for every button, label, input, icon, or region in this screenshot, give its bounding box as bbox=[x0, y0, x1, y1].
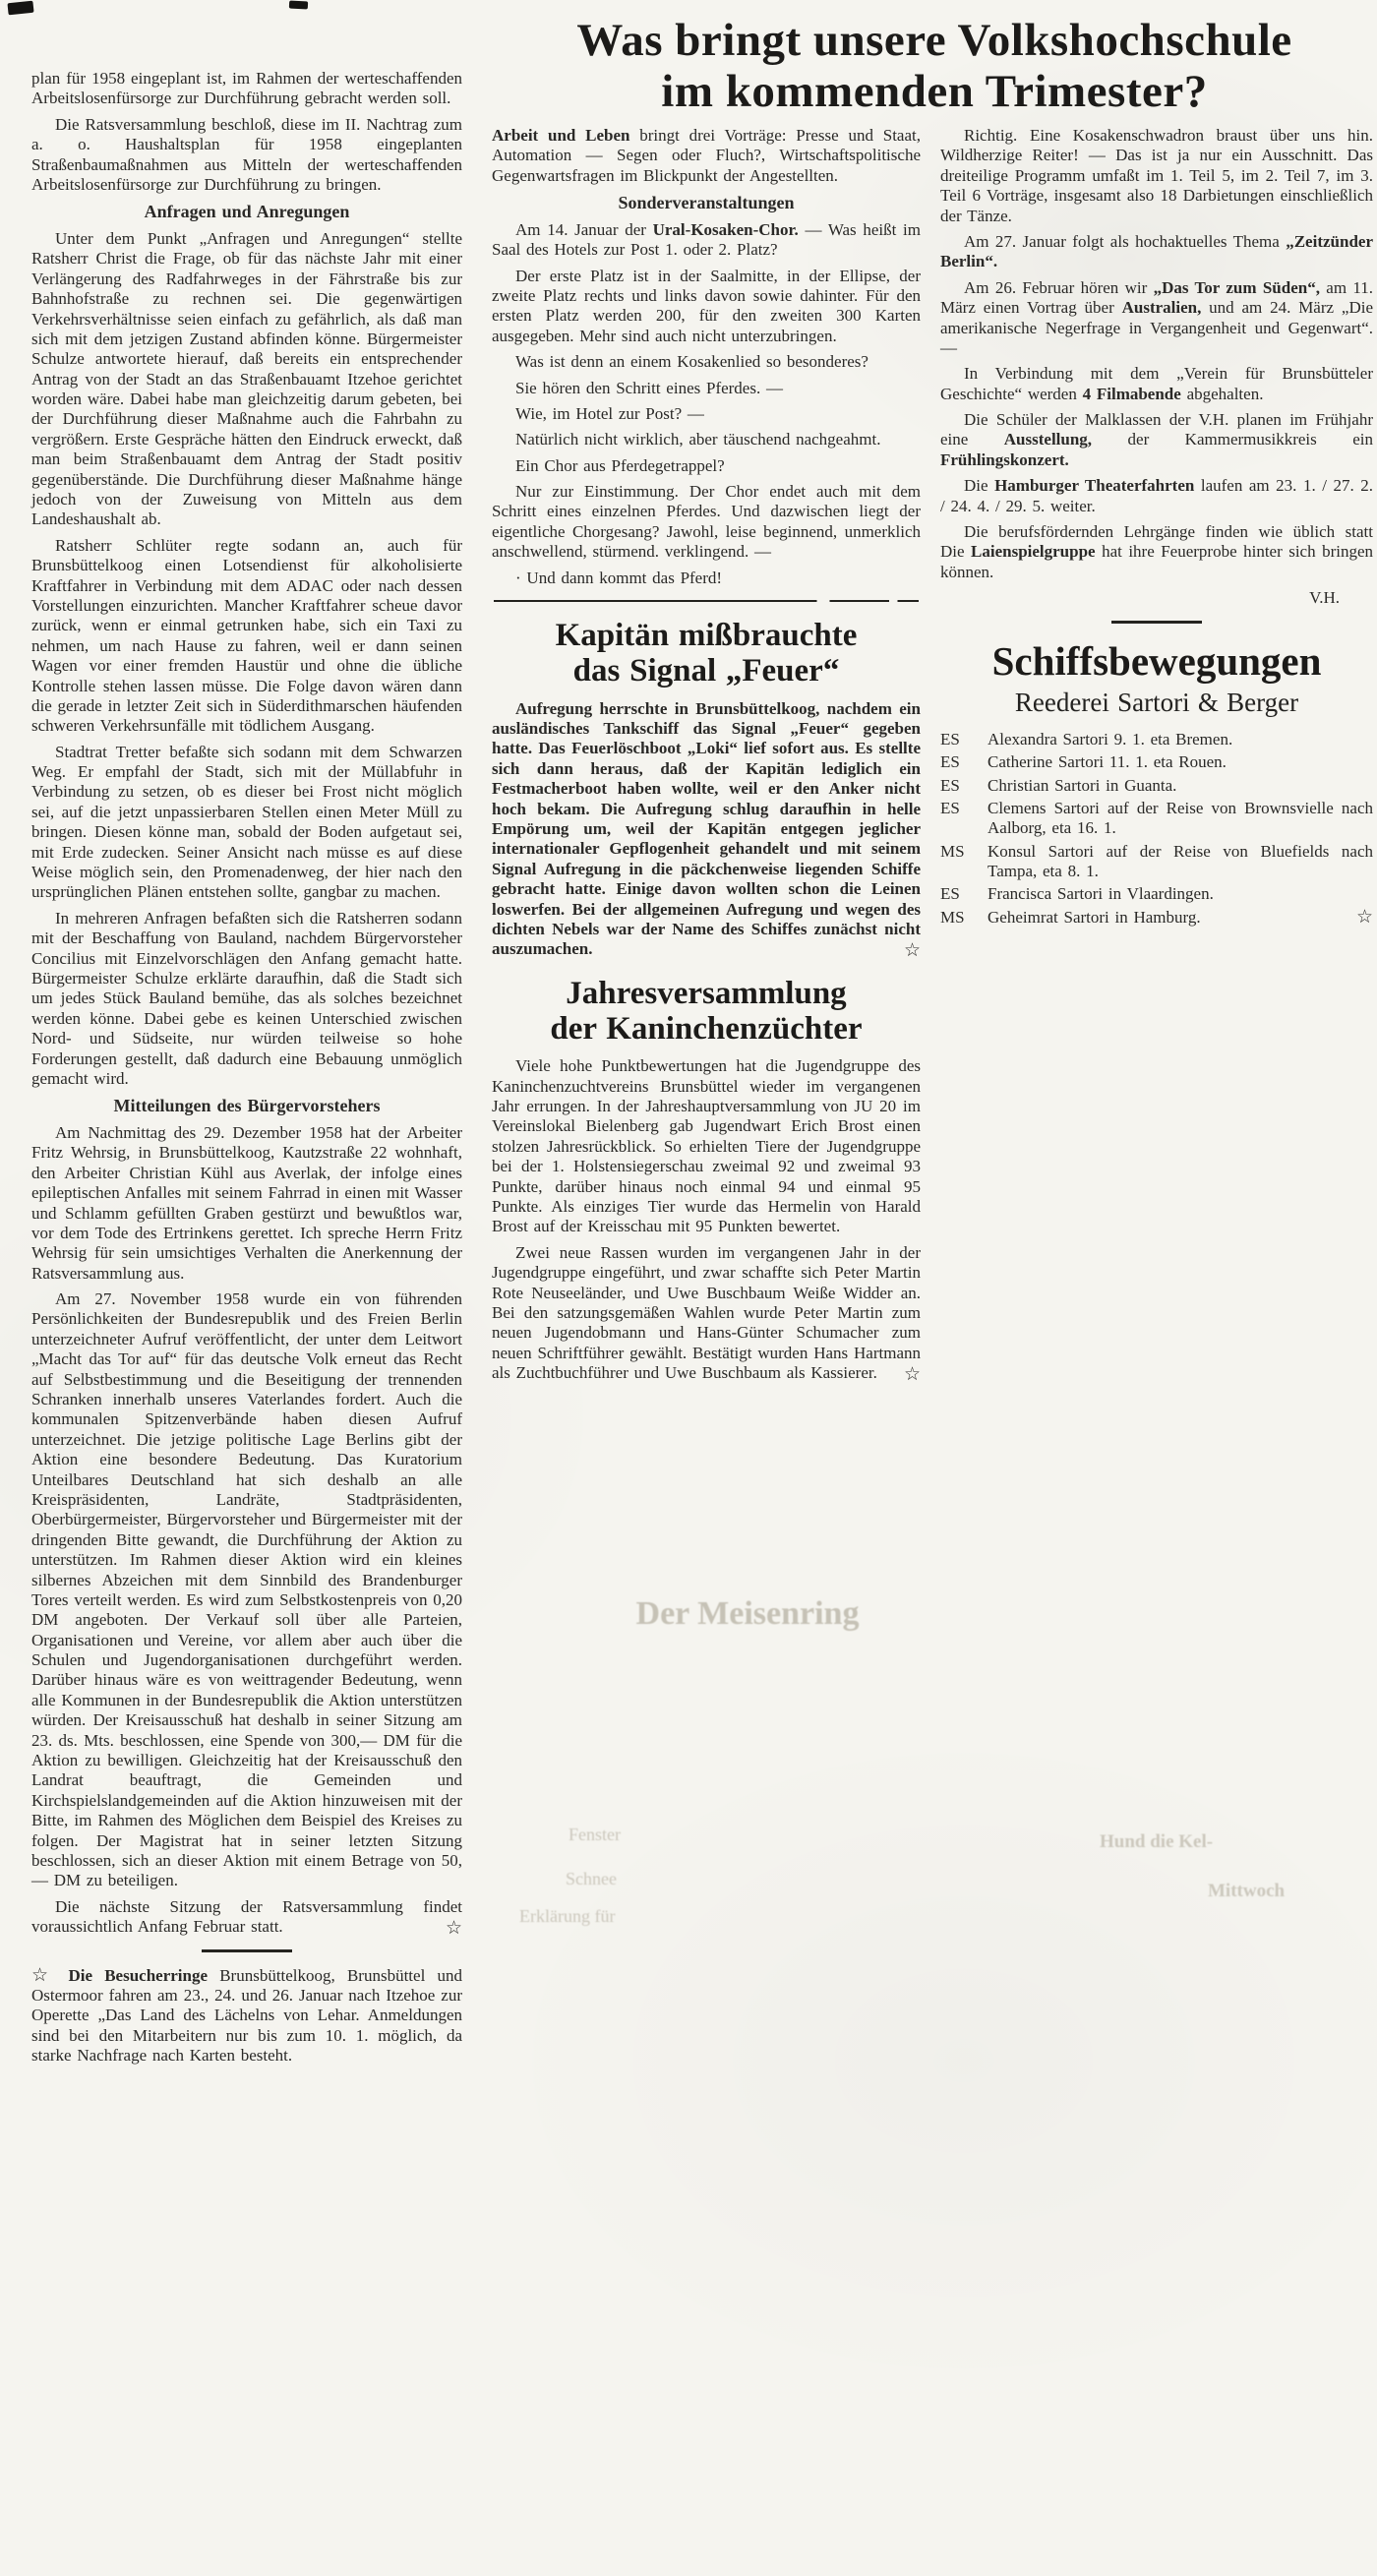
bleedthrough-text: Hund die Kel- bbox=[1100, 1831, 1214, 1852]
paragraph-text: abgehalten. bbox=[1180, 384, 1264, 403]
paragraph-bold: Ausstellung, bbox=[1003, 430, 1093, 449]
paragraph-bold: Australien, bbox=[1121, 298, 1202, 318]
ship-row bbox=[940, 799, 1373, 839]
ship-row bbox=[940, 884, 1373, 904]
paragraph-text: Aufregung herrschte in Brunsbüttelkoog, nachdem ein ausländisches Tankschiff das Signal „Feuer“ gegeben hatte. Das Feuerlöschboot „Loki“ lief sofort aus. Es stellte sich dann heraus, daß der Kapitän lediglich ein Festmacherboot haben wollte, weil er den Anker nicht hoch bekam. Die Aufregung schlug daraufhin in helle Empörung um, weil der Kapitän entgegen jeglicher internationaler Gepflogenheit gehandelt und mit seinem Signal Aufregung in die päckchenweise liegenden Schiffe gebracht hatte. Einige davon wollten schon die Leinen loswerfen. Bei der allgemeinen Aufregung und wegen des dichten Nebels war der Name des Schiffes zunächst nicht auszumachen. bbox=[492, 698, 921, 959]
divider-rule bbox=[202, 1949, 292, 1952]
section-subtitle: Reederei Sartori & Berger bbox=[1014, 687, 1299, 717]
paragraph: Die Ratsversammlung beschloß, diese im II. Nachtrag zum a. o. Haushaltsplan für 1958 eingeplanten Straßenbaumaßnahmen aus Mitteln der werteschaffenden Arbeitslosenfürsorge zur Durchführung zu bringen. bbox=[31, 114, 462, 194]
section-title: Schiffsbewegungen bbox=[991, 637, 1322, 684]
paragraph-text: Die nächste Sitzung der Ratsversammlung findet voraussichtlich Anfang Februar statt. bbox=[31, 1896, 462, 1937]
ship-row bbox=[940, 842, 1373, 882]
ship-text: Geheimrat Sartori in Hamburg. bbox=[988, 907, 1201, 927]
paragraph: Der erste Platz ist in der Saalmitte, in der Ellipse, der zweite Platz rechts und links davon sowie dahinter. Für den ersten Platz werden 200, für den zweiten 300 Karten ausgegeben. Mehr sind auch nicht unterzubringen. bbox=[492, 266, 921, 345]
ship-prefix: MS bbox=[940, 841, 965, 861]
paragraph bbox=[940, 522, 1373, 582]
notice-lead: Die Besucherringe bbox=[68, 1965, 209, 1985]
paragraph-bold: Hamburger Theaterfahrten bbox=[994, 476, 1195, 496]
paragraph: Richtig. Eine Kosakenschwadron braust über uns hin. Wildherzige Reiter! — Das ist ja nur ein Ausschnitt. Das dreiteilige Programm umfaßt im 1. Teil 5, im 2. Teil 7, im 3. Teil 6 Vorträge, insgesamt also 18 Darbietungen einschließlich der Tänze. bbox=[940, 126, 1373, 225]
paragraph bbox=[492, 220, 921, 261]
ship-text: Francisca Sartori in Vlaardingen. bbox=[988, 884, 1214, 904]
paragraph-bold: Ural-Kosaken-Chor. bbox=[652, 219, 799, 239]
article-title-line1: Kapitän mißbrauchte bbox=[555, 618, 858, 654]
section-subhead: Sonderveranstaltungen bbox=[618, 193, 795, 213]
notice-text: Brunsbüttelkoog, Brunsbüttel und Ostermoor fahren am 23., 24. und 26. Januar nach Itzehoe zur Operette „Das Land des Lächelns von Lehar. Anmeldungen sind bei den Mitarbeitern nur bis zum 10. 1. möglich, da starke Nachfrage nach Karten besteht. bbox=[31, 1965, 462, 2066]
bleedthrough-text: Schnee bbox=[566, 1869, 617, 1888]
ship-text: Konsul Sartori auf der Reise von Bluefields nach Tampa, eta 8. 1. bbox=[988, 841, 1373, 881]
paragraph-bold: „Das Tor zum Süden“, bbox=[1153, 277, 1320, 297]
divider-rule bbox=[1111, 621, 1202, 624]
ink-smudge bbox=[7, 1, 33, 16]
ship-prefix: MS bbox=[940, 907, 965, 927]
paragraph-text: Am 27. Januar folgt als hochaktuelles Thema bbox=[964, 231, 1287, 251]
bleedthrough-text: Erklärung für bbox=[519, 1906, 616, 1926]
paragraph: Sie hören den Schritt eines Pferdes. — bbox=[515, 378, 783, 397]
paragraph: Unter dem Punkt „Anfragen und Anregungen“ stellte Ratsherr Christ die Frage, ob für das nächste Jahr mit einer Verlängerung des Radfahrweges in der Fährstraße bis zur Bahnhofstraße zu rechnen sei. Die gegenwärtigen Verkehrsverhältnisse seien einfach zu gefährlich, als daß man sich mit dem jetzigen Zustand abfinden könne. Bürgermeister Schulze antwortete hierauf, daß bereits ein entsprechender Antrag von der Stadt an das Straßenbauamt Itzehoe gerichtet worden wäre. Dabei habe man gleichzeitig darum gebeten, bei der Durchführung dieser Maßnahme auch die Fahrbahn zu vergrößern. Erste Gespräche hätten den Eindruck erweckt, daß man beim Straßenbauamt dem Antrag der Stadt positiv gegenüberstände. Die Durchführung dieser Maßnahme hänge jedoch von der Zuweisung von Mitteln aus dem Landeshaushalt ab. bbox=[31, 228, 462, 529]
paragraph: · Und dann kommt das Pferd! bbox=[515, 568, 723, 587]
article-title bbox=[492, 618, 921, 689]
paragraph bbox=[31, 1897, 462, 1938]
paragraph: Nur zur Einstimmung. Der Chor endet auch mit dem Schritt eines einzelnen Pferdes. Und dazwischen liegt der eigentliche Chorgesang? Jawohl, leise beginnend, unmerklich anschwellend, stürmend. verklingend. — bbox=[492, 482, 921, 562]
ink-smudge bbox=[289, 1, 308, 10]
section-subhead: Mitteilungen des Bürgervorstehers bbox=[113, 1096, 381, 1116]
bleedthrough-text: Fenster bbox=[569, 1825, 621, 1844]
paragraph-text: In Verbindung mit dem „Verein für Brunsbütteler Geschichte“ werden bbox=[940, 364, 1373, 403]
article-title bbox=[492, 976, 921, 1048]
paragraph bbox=[940, 410, 1373, 470]
ship-row bbox=[940, 905, 1373, 928]
article-headline-line2: im kommenden Trimester? bbox=[661, 65, 1208, 117]
ship-prefix: ES bbox=[940, 775, 960, 795]
star-icon: ☆ bbox=[445, 1917, 462, 1940]
notice-paragraph bbox=[31, 1963, 462, 2067]
paragraph-text: Die Schüler der Malklassen der V.H. planen im Frühjahr eine bbox=[940, 410, 1373, 449]
article-headline-line1: Was bringt unsere Volkshochschule bbox=[576, 15, 1292, 66]
column-middle bbox=[492, 126, 921, 1390]
paragraph-lead: Arbeit und Leben bbox=[492, 126, 630, 145]
ship-prefix: ES bbox=[940, 798, 960, 817]
column-left bbox=[31, 69, 462, 2072]
paragraph-text: Am 26. Februar hören wir bbox=[964, 277, 1154, 297]
paragraph-text: — Was heißt im Saal des Hotels zur Post 1. oder 2. Platz? bbox=[492, 219, 921, 260]
paragraph: Wie, im Hotel zur Post? — bbox=[515, 403, 704, 423]
paragraph-text: laufen am 23. 1. / 27. 2. / 24. 4. / 29. 5. weiter. bbox=[940, 476, 1374, 515]
ship-row bbox=[940, 776, 1373, 796]
ship-text: Catherine Sartori 11. 1. eta Rouen. bbox=[988, 752, 1227, 772]
paragraph-text: Die berufsfördernden Lehrgänge finden wie üblich statt Die bbox=[940, 522, 1373, 562]
article-title-line2: das Signal „Feuer“ bbox=[572, 653, 840, 689]
star-icon: ☆ bbox=[903, 1363, 921, 1386]
paragraph: Ratsherr Schlüter regte sodann an, auch für Brunsbüttelkoog einen Lotsendienst für alkoholisierte Kraftfahrer in Verbindung mit dem ADAC oder nach dessen Vorstellungen einzurichten. Mancher Kraftfahrer scheue davor zurück, wenn er einmal getrunken habe, sich ein Taxi zu nehmen, um nach Hause zu fahren, weil er dann seinen Wagen vor einer fremden Haustür und ohne die übliche Kontrolle stehen lassen müsse. Die Folge davon wären dann die gerade in letzter Zeit sich in Süderdithmarschen häufenden schweren Verkehrsunfälle mit tödlichem Ausgang. bbox=[31, 535, 462, 736]
ship-text: Alexandra Sartori 9. 1. eta Bremen. bbox=[988, 729, 1233, 749]
article-title-line1: Jahresversammlung bbox=[566, 975, 847, 1011]
byline: V.H. bbox=[1309, 588, 1340, 608]
paragraph bbox=[940, 364, 1373, 404]
paragraph: Viele hohe Punktbewertungen hat die Jugendgruppe des Kaninchenzuchtvereins Brunsbüttel wieder im vergangenen Jahr errungen. In der Jahreshauptversammlung von JU 20 im Vereinslokal Bielenberg gab Jugendwart Erich Brost einen stolzen Jahresrückblick. So erhielten Tiere der Jugendgruppe bei der 1. Holstensiegerschau zweimal 92 und zweimal 93 Punkte, darüber hinaus noch einmal 94 und einmal 95 Punkte. Als einziges Tier wurde das Hermelin von Harald Brost auf der Kreisschau mit 95 Punkten bewertet. bbox=[492, 1056, 921, 1236]
paragraph: Stadtrat Tretter befaßte sich sodann mit dem Schwarzen Weg. Er empfahl der Stadt, sich mit der Müllabfuhr in Verbindung zu setzen, ob es dieser bei Frost nicht möglich sei, auf die jetzt unpassierbaren Stellen einen Meter Müll zu bringen. Diesen könne man, sobald der Boden aufgetaut sei, mit Erde zudecken. Seiner Ansicht nach müsse es auf diese Weise möglich sein, den Promenadenweg, der hier nach den ursprünglichen Plänen entstehen sollte, gangbar zu machen. bbox=[31, 742, 462, 902]
column-right bbox=[940, 126, 1373, 930]
star-icon: ☆ bbox=[1355, 905, 1373, 928]
paragraph bbox=[940, 278, 1373, 359]
paragraph: plan für 1958 eingeplant ist, im Rahmen der werteschaffenden Arbeitslosenfürsorge zur Durchführung gebracht werden soll. bbox=[31, 69, 462, 108]
article-title-line2: der Kaninchenzüchter bbox=[550, 1010, 863, 1047]
article-headline bbox=[497, 16, 1372, 117]
paragraph: Was ist denn an einem Kosakenlied so besonderes? bbox=[515, 352, 868, 372]
ship-prefix: ES bbox=[940, 884, 960, 904]
paragraph: Am 27. November 1958 wurde ein von führenden Persönlichkeiten der Bundesrepublik und des Freien Berlin unterzeichneter Aufruf veröffentlicht, der unter dem Leitwort „Macht das Tor auf“ für das deutsche Volk erneut das Recht auf Selbstbestimmung und die Beseitigung der trennenden Schranken innerhalb unseres Vaterlandes fordert. Auch die kommunalen Spitzenverbände haben diesen Aufruf unterzeichnet. Die jetzige politische Lage Berlins gibt der Aktion eine besondere Bedeutung. Das Kuratorium Unteilbares Deutschland hat sich deshalb an alle Kreispräsidenten, Landräte, Stadtpräsidenten, Oberbürgermeister, Bürgervorsteher und Bürgermeister mit der dringenden Bitte gewandt, die Durchführung der Aktion zu unterstützen. Im Rahmen dieser Aktion wird ein kleines silbernes Abzeichen mit dem Sinnbild des Brandenburger Tores verteilt werden. Es wird zum Selbstkostenpreis von 0,20 DM angeboten. Der Verkauf soll über alle Parteien, Organisationen und Vereine, vor allem aber auch über die Schulen und Jugendorganisationen durchgeführt werden. Darüber hinaus wäre es von weittragender Bedeutung, wenn alle Kommunen in der Bundesrepublik die Aktion unterstützen würden. Der Kreisausschuß hat deshalb in seiner Sitzung am 23. ds. Mts. beschlossen, eine Spende von 300,— DM für die Aktion zu bewilligen. Gleichzeitig hat der Kreisausschuß den Landrat beauftragt, die Gemeinden und Kirchspielslandgemeinden auf die Aktion hinzuweisen mit der Bitte, im Rahmen des Möglichen dem Beispiel des Kreises zu folgen. Der Magistrat hat in seiner letzten Sitzung beschlossen, sich an dieser Aktion mit einem Betrage von 50,— DM zu beteiligen. bbox=[31, 1289, 462, 1890]
paragraph bbox=[940, 476, 1373, 516]
star-icon: ☆ bbox=[31, 1963, 55, 1986]
ship-row bbox=[940, 752, 1373, 772]
ship-prefix: ES bbox=[940, 752, 960, 772]
paragraph-text: und am 24. März „Die amerikanische Negerfrage in Vergangenheit und Gegenwart“. — bbox=[940, 298, 1373, 357]
paragraph-text: hat ihre Feuerprobe hinter sich bringen können. bbox=[940, 542, 1373, 581]
paragraph-bold: Frühlingskonzert. bbox=[940, 449, 1069, 469]
paragraph bbox=[940, 232, 1373, 272]
paragraph bbox=[492, 126, 921, 186]
paragraph: Ein Chor aus Pferdegetrappel? bbox=[515, 455, 725, 475]
bleedthrough-text: Mittwoch bbox=[1208, 1881, 1286, 1901]
paragraph: In mehreren Anfragen befaßten sich die Ratsherren sodann mit der Beschaffung von Bauland, nachdem Bürgervorsteher Concilius mit Einzelvorschlägen den Anfang gemacht hatte. Bürgermeister Schulze erklärte daraufhin, daß die Stadt sich um jedes Stück Bauland bemühe, das als solches bezeichnet werden könne. Dabei gebe es keinen Unterschied zwischen Nord- und Südseite, nur würden teilweise so hohe Forderungen gestellt, daß dadurch eine Bebauung unmöglich gemacht wird. bbox=[31, 908, 462, 1088]
paragraph-text: der Kammermusikkreis ein bbox=[1092, 430, 1373, 449]
paragraph-text: Zwei neue Rassen wurden im vergangenen Jahr in der Jugendgruppe eingeführt, und zwar schaffte sich Peter Martin Rote Neuseeländer, und Uwe Buschbaum Weiße Widder an. Bei den satzungsgemäßen Wahlen wurde Peter Martin zum neuen Jugendobmann und Hans-Günter Schumacher zum neuen Schriftführer gewählt. Bestätigt wurden Hans Hartmann als Zuchtbuchführer und Uwe Buschbaum als Kassierer. bbox=[492, 1242, 921, 1383]
ship-text: Christian Sartori in Guanta. bbox=[988, 775, 1177, 795]
ship-text: Clemens Sartori auf der Reise von Brownsvielle nach Aalborg, eta 16. 1. bbox=[988, 798, 1373, 838]
paragraph-text: Die bbox=[964, 476, 995, 496]
paragraph-bold: Laienspielgruppe bbox=[971, 542, 1096, 562]
ship-prefix: ES bbox=[940, 729, 960, 749]
star-icon: ☆ bbox=[903, 939, 921, 962]
paragraph bbox=[492, 699, 921, 960]
paragraph: Am Nachmittag des 29. Dezember 1958 hat der Arbeiter Fritz Wehrsig, in Brunsbüttelkoog, Kautzstraße 22 wohnhaft, den Arbeiter Christian Kühl aus Averlak, der infolge eines epileptischen Anfalles mit seinem Fahrrad in einen mit Wasser und Schlamm gefüllten Graben gestürzt und bewußtlos war, vor dem Tode des Ertrinkens gerettet. Ich spreche Herrn Fritz Wehrsig für sein umsichtiges Verhalten die Anerkennung der Ratsversammlung aus. bbox=[31, 1122, 462, 1283]
paragraph-text: Am 14. Januar der bbox=[515, 219, 653, 239]
ship-row bbox=[940, 730, 1373, 749]
paragraph-bold: „Zeitzünder Berlin“. bbox=[940, 231, 1373, 271]
bleedthrough-text: Der Meisenring bbox=[635, 1595, 860, 1632]
paragraph-bold: 4 Filmabende bbox=[1082, 384, 1181, 403]
divider-rule bbox=[494, 600, 919, 602]
paragraph-text: am 11. März einen Vortrag über bbox=[940, 277, 1373, 318]
paragraph bbox=[492, 1243, 921, 1384]
paragraph-text: bringt drei Vorträge: Presse und Staat, Automation — Segen oder Fluch?, Wirtschaftspolitische Gegenwartsfragen im Blickpunkt der Angestellten. bbox=[492, 126, 921, 185]
paragraph: Natürlich nicht wirklich, aber täuschend nachgeahmt. bbox=[515, 430, 881, 449]
section-subhead: Anfragen und Anregungen bbox=[144, 202, 350, 222]
